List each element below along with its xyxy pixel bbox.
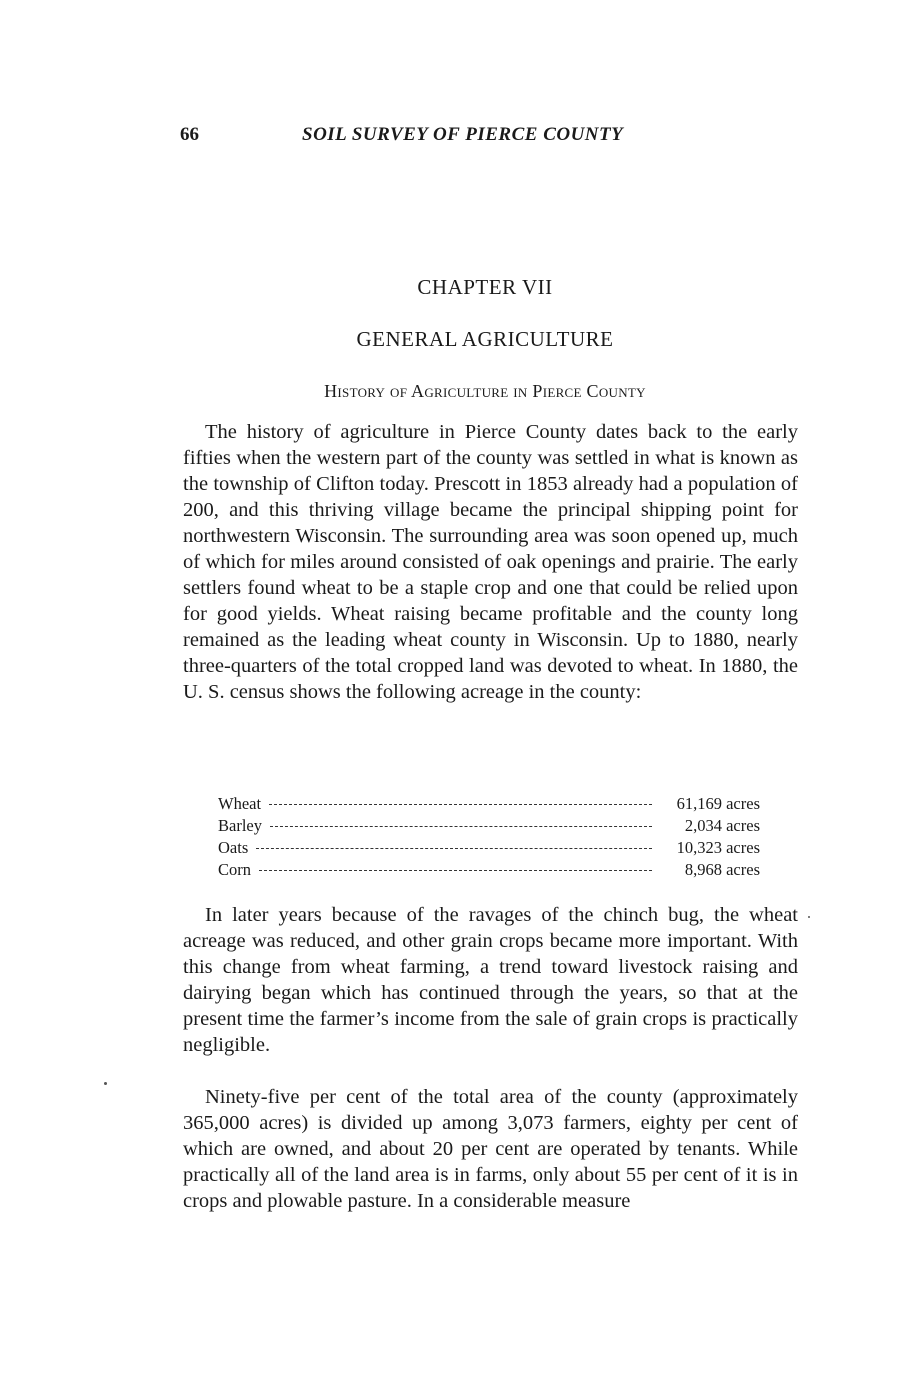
paragraph-history bbox=[183, 419, 798, 705]
dotted-leader bbox=[256, 847, 652, 849]
crop-name: Barley bbox=[218, 816, 262, 835]
acreage-row bbox=[218, 859, 760, 881]
print-speck bbox=[104, 1082, 107, 1085]
paragraph-text: In later years because of the ravages of the chinch bug, the wheat acreage was reduced, and other grain crops became more important. With this change from wheat farming, a trend toward livestock raising and dairying began which has continued through the years, so that at the present time the farmer’s income from the sale of grain crops is practically negligible. bbox=[183, 904, 798, 1056]
acreage-row bbox=[218, 837, 760, 859]
crop-name: Wheat bbox=[218, 794, 262, 813]
dotted-leader bbox=[269, 803, 652, 805]
paragraph-chinch-bug bbox=[183, 902, 798, 1058]
acreage-value: 2,034 acres bbox=[684, 816, 760, 835]
acreage-row bbox=[218, 815, 760, 837]
crop-name: Oats bbox=[218, 838, 249, 857]
paragraph-farm-area bbox=[183, 1084, 798, 1214]
acreage-row bbox=[218, 793, 760, 815]
section-heading: History of Agriculture in Pierce County bbox=[324, 381, 646, 401]
crop-name: Corn bbox=[218, 860, 251, 879]
acreage-table bbox=[218, 793, 760, 881]
dotted-leader bbox=[259, 869, 652, 871]
dotted-leader bbox=[270, 825, 652, 827]
acreage-value: 61,169 acres bbox=[676, 794, 760, 813]
acreage-value: 8,968 acres bbox=[684, 860, 760, 879]
paragraph-text: The history of agriculture in Pierce County dates back to the early fifties when the western part of the county was settled in what is known as the township of Clifton today. Prescott in 1853 already had a population of 200, and this thriving village became the principal shipping point for northwestern Wisconsin. The surrounding area was soon opened up, much of which for miles around consisted of oak openings and prairie. The early settlers found wheat to be a staple crop and one that could be relied upon for good yields. Wheat raising became profitable and the county long remained as the leading wheat county in Wisconsin. Up to 1880, nearly three-quarters of the total cropped land was devoted to wheat. In 1880, the U. S. census shows the following acreage in the county: bbox=[183, 421, 798, 703]
acreage-value: 10,323 acres bbox=[676, 838, 760, 857]
running-head bbox=[180, 124, 720, 152]
paragraph-text: Ninety-five per cent of the total area of the county (approximately 365,000 acres) is divided up among 3,073 farmers, eighty per cent of which are owned, and about 20 per cent are operated by tenants. While practically all of the land area is in farms, only about 55 per cent of it is in crops and plowable pasture. In a considerable measure bbox=[183, 1086, 798, 1212]
chapter-title: GENERAL AGRICULTURE bbox=[356, 327, 614, 351]
running-title: SOIL SURVEY OF PIERCE COUNTY bbox=[302, 124, 624, 145]
chapter-number: CHAPTER VII bbox=[417, 275, 553, 299]
page-number: 66 bbox=[180, 124, 199, 145]
print-speck bbox=[808, 916, 810, 918]
